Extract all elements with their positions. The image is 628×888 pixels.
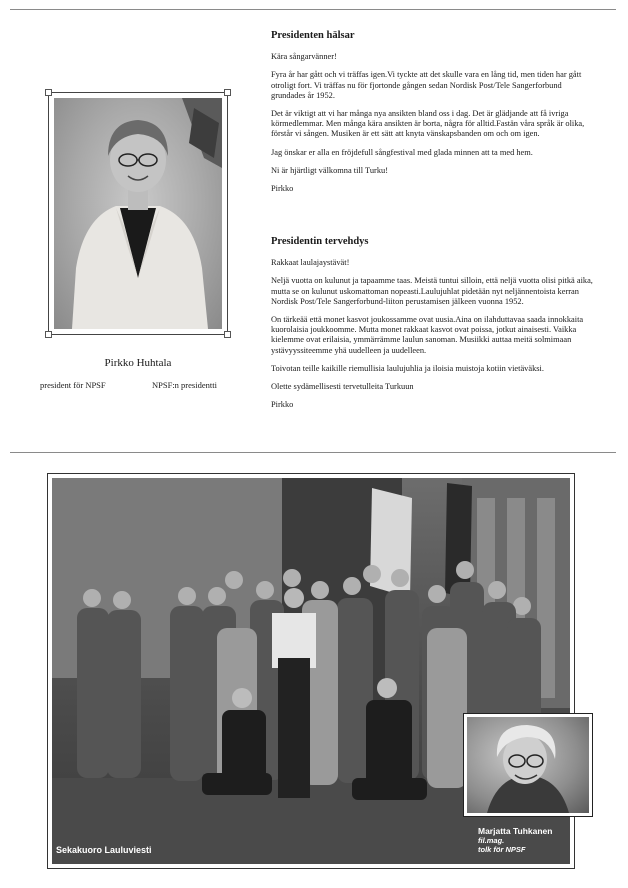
interpreter-role: tolk för NPSF xyxy=(478,845,526,854)
letter-paragraph: Neljä vuotta on kulunut ja tapaamme taas. Meistä tuntui silloin, että neljä vuotta olisi pitkä aika, mutta se on kulunut uskomattoman nopeasti.Laulujuhlat pidetään nyt neljännentoista kerran Nordisk Post/Tele Sangerforbund-liiton perustamisen jälkeen vuonna 1952. xyxy=(271,276,593,306)
portrait-photo xyxy=(54,98,222,329)
interpreter-degree: fil.mag. xyxy=(478,836,505,845)
finnish-greeting-heading: Presidentin tervehdys xyxy=(271,236,369,247)
letter-paragraph: Ni är hjärtligt välkomna till Turku! xyxy=(271,165,389,175)
letter-paragraph: Jag önskar er alla en fröjdefull sångfestival med glada minnen att ta med hem. xyxy=(271,147,533,157)
top-divider xyxy=(10,9,616,10)
letter-paragraph: Kära sångarvänner! xyxy=(271,52,337,62)
portrait-illustration xyxy=(54,98,222,329)
interpreter-illustration xyxy=(467,717,589,813)
interpreter-photo-image xyxy=(467,717,589,813)
swedish-greeting-heading: Presidenten hälsar xyxy=(271,30,355,41)
interpreter-name: Marjatta Tuhkanen xyxy=(478,826,553,836)
president-role-swedish: president för NPSF xyxy=(40,380,106,390)
letter-paragraph: On tärkeää että monet kasvot joukossamme ovat uusia.Aina on ilahduttavaa saada innokkaita kuorolaisia joukkoomme. Mutta monet rakkaat kasvot ovat poissa, jotkut ainaisesti. Vaikka kielemme ovat erilaisia, ymmärrämme laulun sanoman. Musiikki auttaa meitä solmimaan ystävyyssiteemme yhä uudelleen ja uudelleen. xyxy=(271,315,584,355)
letter-signature: Pirkko xyxy=(271,400,294,410)
letter-paragraph: Det är viktigt att vi har många nya ansikten bland oss i dag. Det är glädjande att få ivriga körmedlemmar. Men många kära ansikten är borta, några för alltid.Fastän våra språk är olika, förstår vi sången. Musiken är ett sätt att knyta vänskapsbanden om och om igen. xyxy=(271,109,585,139)
choir-name: Sekakuoro Lauluviesti xyxy=(56,845,152,855)
interpreter-photo xyxy=(463,713,593,817)
president-name: Pirkko Huhtala xyxy=(104,357,172,369)
finnish-greeting xyxy=(271,237,593,418)
frame-corner xyxy=(45,331,52,338)
frame-corner xyxy=(224,89,231,96)
letter-paragraph: Toivotan teille kaikille riemullisia laulujuhlia ja iloisia muistoja kotiin vietäväksi. xyxy=(271,363,544,373)
letter-paragraph: Fyra år har gått och vi träffas igen.Vi tyckte att det skulle vara en lång tid, men tiden har gått otroligt fort. Vi träffas nu för fjortonde gången sedan Nordisk Post/Tele Sangerforbund grundades år 1952. xyxy=(271,70,582,100)
frame-corner xyxy=(224,331,231,338)
letter-paragraph: Rakkaat laulajaystävät! xyxy=(271,258,350,268)
interpreter-caption xyxy=(478,826,552,854)
frame-corner xyxy=(45,89,52,96)
swedish-greeting xyxy=(271,31,593,202)
president-portrait xyxy=(48,92,228,335)
section-divider xyxy=(10,452,616,453)
letter-signature: Pirkko xyxy=(271,184,294,194)
letter-paragraph: Olette sydämellisesti tervetulleita Turkuun xyxy=(271,382,414,392)
president-role-finnish: NPSF:n presidentti xyxy=(152,380,217,390)
